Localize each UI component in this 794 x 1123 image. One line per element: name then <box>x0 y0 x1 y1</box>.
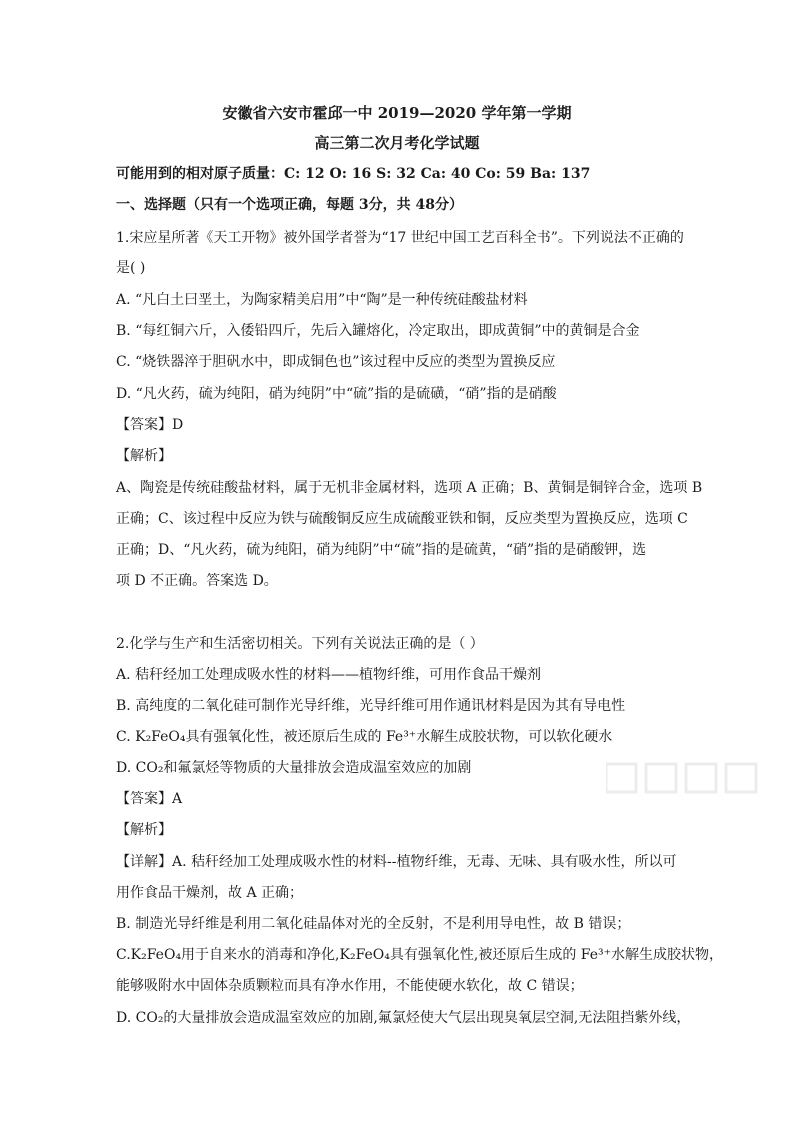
atomic-mass-line: 可能用到的相对原子质量：C: 12 O: 16 S: 32 Ca: 40 Co: 59 Ba: 137 <box>116 166 591 182</box>
q2-analysis-line2: 用作食品干燥剂，故 A 正确； <box>116 885 304 901</box>
q2-analysis-line1: 【详解】A. 秸秆经加工处理成吸水性的材料--植物纤维，无毒、无味、具有吸水性，所以可 <box>116 854 677 870</box>
document-subtitle: 高三第二次月考化学试题 <box>314 134 480 152</box>
q2-analysis-label: 【解析】 <box>116 822 172 838</box>
q2-analysis-line6: D. CO₂的大量排放会造成温室效应的加剧,氟氯烃使大气层出现臭氧层空洞,无法阻挡紫外线， <box>116 1010 691 1026</box>
q1-analysis-label: 【解析】 <box>116 448 172 464</box>
q2-analysis-line4: C.K₂FeO₄用于自来水的消毒和净化,K₂FeO₄具有强氧化性,被还原后生成的 Fe³⁺水解生成胶状物， <box>116 947 724 963</box>
q1-option-b: B. “每红铜六斤，入倭铅四斤，先后入罐熔化，冷定取出，即成黄铜”中的黄铜是合金 <box>116 323 640 339</box>
watermark <box>606 758 766 805</box>
q1-analysis-line1: A、陶瓷是传统硅酸盐材料，属于无机非金属材料，选项 A 正确；B、黄铜是铜锌合金，选项 B <box>116 480 703 496</box>
q1-option-a: A. “凡白土曰垩土，为陶家精美启用”中“陶”是一种传统硅酸盐材料 <box>116 292 528 308</box>
q2-stem: 2.化学与生产和生活密切相关。下列有关说法正确的是（ ） <box>116 636 484 652</box>
q1-analysis-line3: 正确；D、“凡火药，硫为纯阳，硝为纯阴”中“硫”指的是硫黄，“硝”指的是硝酸钾，选 <box>116 542 647 558</box>
q2-option-a: A. 秸秆经加工处理成吸水性的材料——植物纤维，可用作食品干燥剂 <box>116 667 542 683</box>
q2-analysis-line3: B. 制造光导纤维是利用二氧化硅晶体对光的全反射，不是利用导电性，故 B 错误； <box>116 916 631 932</box>
q2-answer: 【答案】A <box>116 791 183 807</box>
q2-option-d: D. CO₂和氟氯烃等物质的大量排放会造成温室效应的加剧 <box>116 760 472 776</box>
watermark-mark <box>606 758 766 798</box>
section-heading: 一、选择题（只有一个选项正确，每题 3分，共 48分） <box>116 197 463 213</box>
q1-stem-line1: 1.宋应星所著《天工开物》被外国学者誉为“17 世纪中国工艺百科全书”。下列说法不正确的 <box>116 230 684 246</box>
q1-option-d: D. “凡火药，硫为纯阳，硝为纯阴”中“硫”指的是硫磺，“硝”指的是硝酸 <box>116 386 557 402</box>
q2-analysis-line5: 能够吸附水中固体杂质颗粒而具有净水作用，不能使硬水软化，故 C 错误； <box>116 978 584 994</box>
q1-option-c: C. “烧铁器淬于胆矾水中，即成铜色也”该过程中反应的类型为置换反应 <box>116 354 556 370</box>
q2-option-b: B. 高纯度的二氧化硅可制作光导纤维，光导纤维可用作通讯材料是因为其有导电性 <box>116 698 626 714</box>
document-title: 安徽省六安市霍邱一中 2019—2020 学年第一学期 <box>222 104 572 122</box>
q2-option-c: C. K₂FeO₄具有强氧化性，被还原后生成的 Fe³⁺水解生成胶状物，可以软化硬水 <box>116 729 613 745</box>
q1-answer: 【答案】D <box>116 417 184 433</box>
q1-analysis-line2: 正确；C、该过程中反应为铁与硫酸铜反应生成硫酸亚铁和铜，反应类型为置换反应，选项 C <box>116 511 688 527</box>
q1-stem-line2: 是( ) <box>116 260 146 276</box>
q1-analysis-line4: 项 D 不正确。答案选 D。 <box>116 573 278 589</box>
